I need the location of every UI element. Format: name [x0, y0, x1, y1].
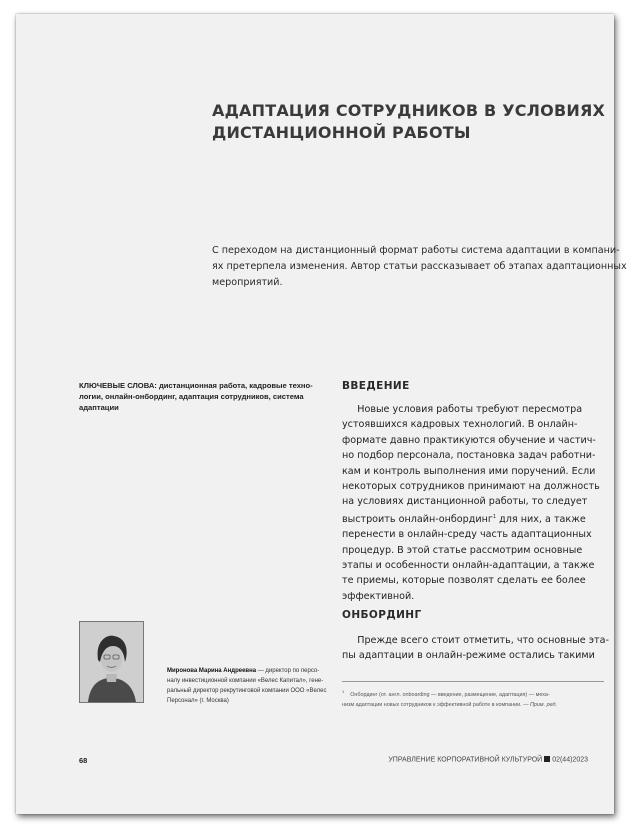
author-photo — [79, 621, 144, 703]
keywords-line: логии, онлайн-онбординг, адаптация сотрудников, система — [79, 392, 304, 401]
body-line: перенести в онлайн-среду часть адаптационных — [342, 529, 592, 541]
footnote-line: низм адаптации новых сотрудников к эффективной работе в компании. — — [342, 701, 530, 708]
body-line: кам и контроль выполнения ими поручений. Если — [342, 465, 596, 477]
body-line: процедур. В этой статье рассмотрим основные — [342, 544, 583, 556]
body-line: те приемы, которые позволят сделать ее более — [342, 575, 586, 587]
lead-line: мероприятий. — [212, 277, 283, 288]
body-line: этапы и особенности онлайн-адаптации, а также — [342, 560, 595, 572]
body-line-tail: для них, а также — [496, 513, 586, 525]
square-bullet-icon — [544, 756, 550, 762]
author-bio-line: ральный директор рекрутинговой компании ООО «Велес — [167, 688, 327, 694]
editor-note: Прим. ред. — [530, 701, 558, 708]
body-line: выстроить онлайн-онбординг — [342, 513, 493, 525]
footnote-reference[interactable]: 1 — [492, 513, 497, 520]
keywords-block — [79, 380, 329, 413]
body-line-with-footnote — [342, 510, 604, 527]
onboarding-body — [342, 633, 609, 664]
body-line: Новые условия работы требуют пересмотра — [342, 404, 583, 415]
issue-number: 02(44)2023 — [552, 756, 588, 764]
title-line-2: ДИСТАНЦИОННОЙ РАБОТЫ — [212, 123, 471, 142]
page-number: 68 — [79, 756, 88, 765]
body-line: устоявшихся кадровых технологий. В онлайн- — [342, 419, 578, 431]
title-line-1: АДАПТАЦИЯ СОТРУДНИКОВ В УСЛОВИЯХ — [212, 101, 606, 120]
author-bio-line: Персонал» (г. Москва) — [167, 698, 229, 704]
lead-paragraph — [212, 243, 627, 291]
keywords-line: КЛЮЧЕВЫЕ СЛОВА: дистанционная работа, кадровые техно- — [79, 381, 313, 390]
author-bio-line: налу инвестиционной компании «Велес Капитал», гене- — [167, 678, 324, 684]
author-name: Миронова Марина Андреевна — [167, 668, 257, 674]
author-bio-line: — директор по персо- — [256, 668, 320, 674]
body-line: формате давно практикуются обучение и частич- — [342, 434, 596, 446]
body-line: пы адаптации в онлайн-режиме остались такими — [342, 650, 595, 662]
footnote — [342, 687, 604, 710]
journal-footer — [388, 756, 588, 764]
body-line: на условиях дистанционной работы, то следует — [342, 496, 588, 508]
journal-name: УПРАВЛЕНИЕ КОРПОРАТИВНОЙ КУЛЬТУРОЙ — [388, 756, 543, 764]
section-heading-introduction: ВВЕДЕНИЕ — [342, 380, 410, 392]
body-line: эффективной. — [342, 590, 415, 602]
footnote-divider — [342, 681, 604, 682]
body-line: некоторых сотрудников принимают на должность — [342, 481, 600, 493]
author-portrait-image — [80, 622, 143, 702]
body-line: но подбор персонала, постановка задач работни- — [342, 450, 596, 462]
introduction-body — [342, 402, 604, 604]
footnote-mark: 1 — [342, 689, 345, 694]
body-line: Прежде всего стоит отметить, что основные эта- — [342, 635, 609, 646]
section-heading-onboarding: ОНБОРДИНГ — [342, 609, 422, 621]
keywords-line: адаптации — [79, 403, 119, 412]
lead-line: С переходом на дистанционный формат работы система адаптации в компани- — [212, 245, 620, 256]
document-page — [16, 14, 627, 814]
footnote-line: Онбординг (от. англ. onboarding — введение, размещение, адаптация) — меха- — [350, 691, 550, 698]
author-bio — [167, 666, 337, 706]
lead-line: ях претерпела изменения. Автор статьи рассказывает об этапах адаптационных — [212, 261, 627, 272]
article-title — [212, 100, 612, 144]
